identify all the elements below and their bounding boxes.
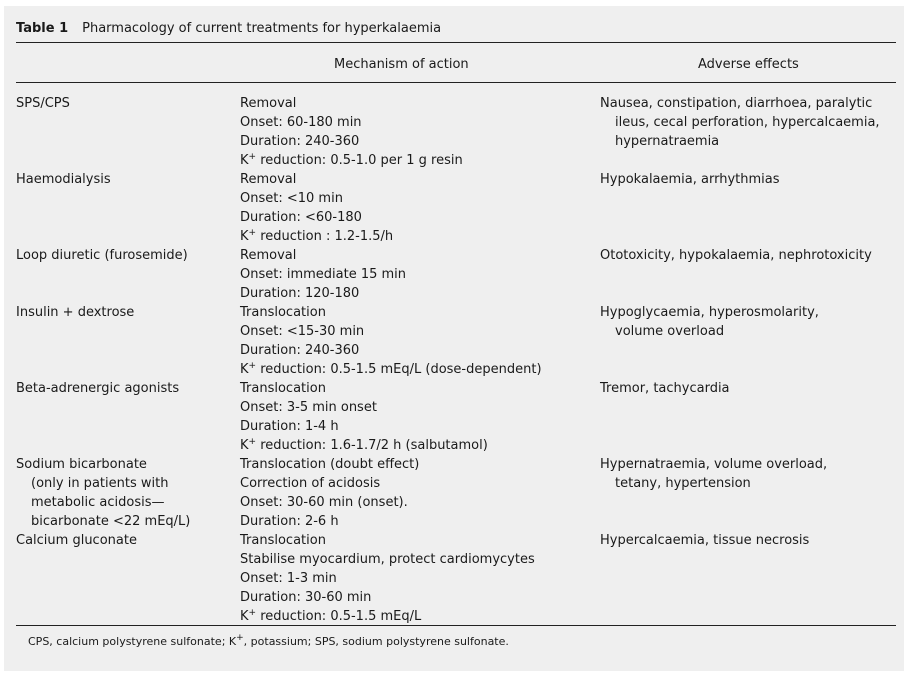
cell-line: Onset: immediate 15 min <box>240 267 407 282</box>
treatment-cell <box>16 455 190 531</box>
cell-line: Duration: 2-6 h <box>240 514 339 529</box>
bottom-rule <box>16 625 896 626</box>
adverse-effects-cell <box>600 379 730 398</box>
table-title: Pharmacology of current treatments for hyperkalaemia <box>82 21 442 36</box>
header-rule <box>16 82 896 83</box>
treatment-cell <box>16 170 111 189</box>
cell-line: tetany, hypertension <box>615 476 751 491</box>
cell-line: Duration: 120-180 <box>240 286 360 301</box>
cell-line: K+ reduction: 0.5-1.5 mEq/L <box>240 608 422 624</box>
cell-line: Translocation <box>240 381 326 396</box>
cell-line: ileus, cecal perforation, hypercalcaemia, <box>615 115 880 130</box>
cell-line: Sodium bicarbonate <box>16 457 147 472</box>
treatment-cell <box>16 303 134 322</box>
cell-line: Onset: 30-60 min (onset). <box>240 495 408 510</box>
cell-line: Translocation <box>240 533 326 548</box>
cell-line: Duration: 240-360 <box>240 343 360 358</box>
adverse-effects-cell <box>600 455 827 493</box>
cell-line: Ototoxicity, hypokalaemia, nephrotoxicity <box>600 248 872 263</box>
treatment-cell <box>16 94 70 113</box>
table-number: Table 1 <box>16 21 69 36</box>
adverse-effects-cell <box>600 94 880 151</box>
cell-line: Loop diuretic (furosemide) <box>16 248 188 263</box>
treatment-cell <box>16 379 179 398</box>
cell-line: Duration: 240-360 <box>240 134 360 149</box>
header-mechanism: Mechanism of action <box>334 57 469 72</box>
mechanism-cell <box>240 246 406 303</box>
cell-line: metabolic acidosis— <box>31 495 165 510</box>
mechanism-cell <box>240 531 535 626</box>
mechanism-cell <box>240 379 488 455</box>
cell-line: K+ reduction: 0.5-1.5 mEq/L (dose-dependent) <box>240 361 542 377</box>
adverse-effects-cell <box>600 170 780 189</box>
mechanism-cell <box>240 455 419 531</box>
table-caption <box>16 20 441 38</box>
cell-line: Onset: 1-3 min <box>240 571 337 586</box>
cell-line: Onset: 60-180 min <box>240 115 362 130</box>
header-adverse-effects: Adverse effects <box>698 57 799 72</box>
cell-line: Correction of acidosis <box>240 476 381 491</box>
cell-line: Nausea, constipation, diarrhoea, paralytic <box>600 96 873 111</box>
cell-line: Calcium gluconate <box>16 533 137 548</box>
cell-line: Hypernatraemia, volume overload, <box>600 457 828 472</box>
adverse-effects-cell <box>600 531 809 550</box>
cell-line: Onset: <15-30 min <box>240 324 365 339</box>
cell-line: Removal <box>240 248 297 263</box>
cell-line: bicarbonate <22 mEq/L) <box>31 514 191 529</box>
top-rule <box>16 42 896 43</box>
cell-line: hypernatraemia <box>615 134 720 149</box>
cell-line: Translocation (doubt effect) <box>240 457 420 472</box>
cell-line: (only in patients with <box>31 476 169 491</box>
mechanism-cell <box>240 303 542 379</box>
cell-line: K+ reduction: 1.6-1.7/2 h (salbutamol) <box>240 437 488 453</box>
cell-line: volume overload <box>615 324 725 339</box>
treatment-cell <box>16 246 188 265</box>
cell-line: Duration: <60-180 <box>240 210 362 225</box>
cell-line: Tremor, tachycardia <box>600 381 730 396</box>
cell-line: K+ reduction : 1.2-1.5/h <box>240 228 394 244</box>
cell-line: Hypercalcaemia, tissue necrosis <box>600 533 810 548</box>
cell-line: Removal <box>240 172 297 187</box>
cell-line: Hypokalaemia, arrhythmias <box>600 172 780 187</box>
cell-line: Haemodialysis <box>16 172 111 187</box>
mechanism-cell <box>240 170 393 246</box>
treatment-cell <box>16 531 137 550</box>
table-footnote: CPS, calcium polystyrene sulfonate; K+, potassium; SPS, sodium polystyrene sulfonate. <box>28 633 509 648</box>
cell-line: Onset: <10 min <box>240 191 343 206</box>
cell-line: Duration: 1-4 h <box>240 419 339 434</box>
cell-line: Beta-adrenergic agonists <box>16 381 180 396</box>
cell-line: Removal <box>240 96 297 111</box>
cell-line: Translocation <box>240 305 326 320</box>
cell-line: SPS/CPS <box>16 96 70 111</box>
table-panel <box>4 6 904 671</box>
cell-line: K+ reduction: 0.5-1.0 per 1 g resin <box>240 152 463 168</box>
adverse-effects-cell <box>600 246 872 265</box>
cell-line: Hypoglycaemia, hyperosmolarity, <box>600 305 819 320</box>
mechanism-cell <box>240 94 463 170</box>
cell-line: Duration: 30-60 min <box>240 590 372 605</box>
adverse-effects-cell <box>600 303 819 341</box>
cell-line: Insulin + dextrose <box>16 305 135 320</box>
cell-line: Stabilise myocardium, protect cardiomycytes <box>240 552 535 567</box>
cell-line: Onset: 3-5 min onset <box>240 400 377 415</box>
